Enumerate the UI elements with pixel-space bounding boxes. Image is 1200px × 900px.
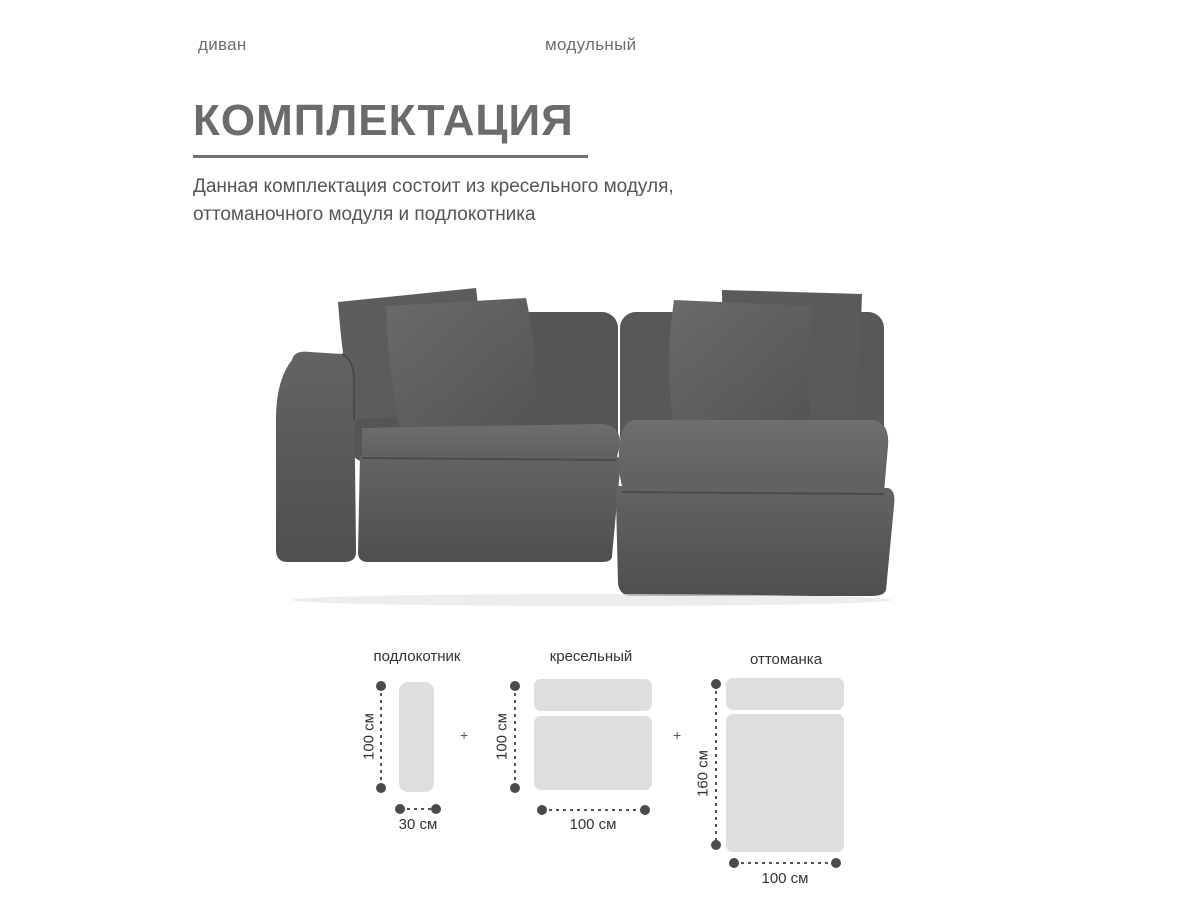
plus-sign-1: + — [460, 727, 469, 743]
chair-height-label: 100 см — [493, 713, 511, 761]
description — [193, 173, 813, 229]
description-line-1: Данная комплектация состоит из кресельного модуля, — [193, 176, 674, 197]
sofa-illustration — [262, 270, 902, 610]
module-name-ottoman: оттоманка — [749, 651, 823, 668]
product-type-label: диван — [198, 35, 247, 54]
chair-base — [358, 456, 621, 562]
module-name-armrest: подлокотник — [373, 648, 461, 665]
ottoman-module-seat-shape — [726, 714, 844, 852]
product-subtype-label: модульный — [545, 35, 637, 54]
armrest — [276, 352, 356, 562]
page-title: КОМПЛЕКТАЦИЯ — [193, 96, 574, 145]
armrest-width-label: 30 см — [398, 816, 438, 833]
chair-width-label: 100 см — [569, 816, 617, 833]
pillow-front-left — [386, 298, 535, 430]
armrest-height-label: 100 см — [360, 713, 378, 761]
chair-seat — [362, 424, 620, 460]
chair-module-back-shape — [534, 679, 652, 711]
armrest-module-shape — [399, 682, 434, 792]
ottoman-height-label: 160 см — [694, 750, 712, 798]
ottoman-base — [616, 486, 894, 596]
ottoman-width-label: 100 см — [761, 870, 809, 887]
chair-module-seat-shape — [534, 716, 652, 790]
plus-sign-2: + — [673, 727, 682, 743]
ottoman-module-back-shape — [726, 678, 844, 710]
ottoman-seat — [619, 420, 889, 492]
title-underline — [193, 155, 588, 158]
module-name-chair: кресельный — [549, 648, 633, 665]
description-line-2: оттоманочного модуля и подлокотника — [193, 204, 536, 225]
pillow-front-right — [669, 300, 812, 426]
